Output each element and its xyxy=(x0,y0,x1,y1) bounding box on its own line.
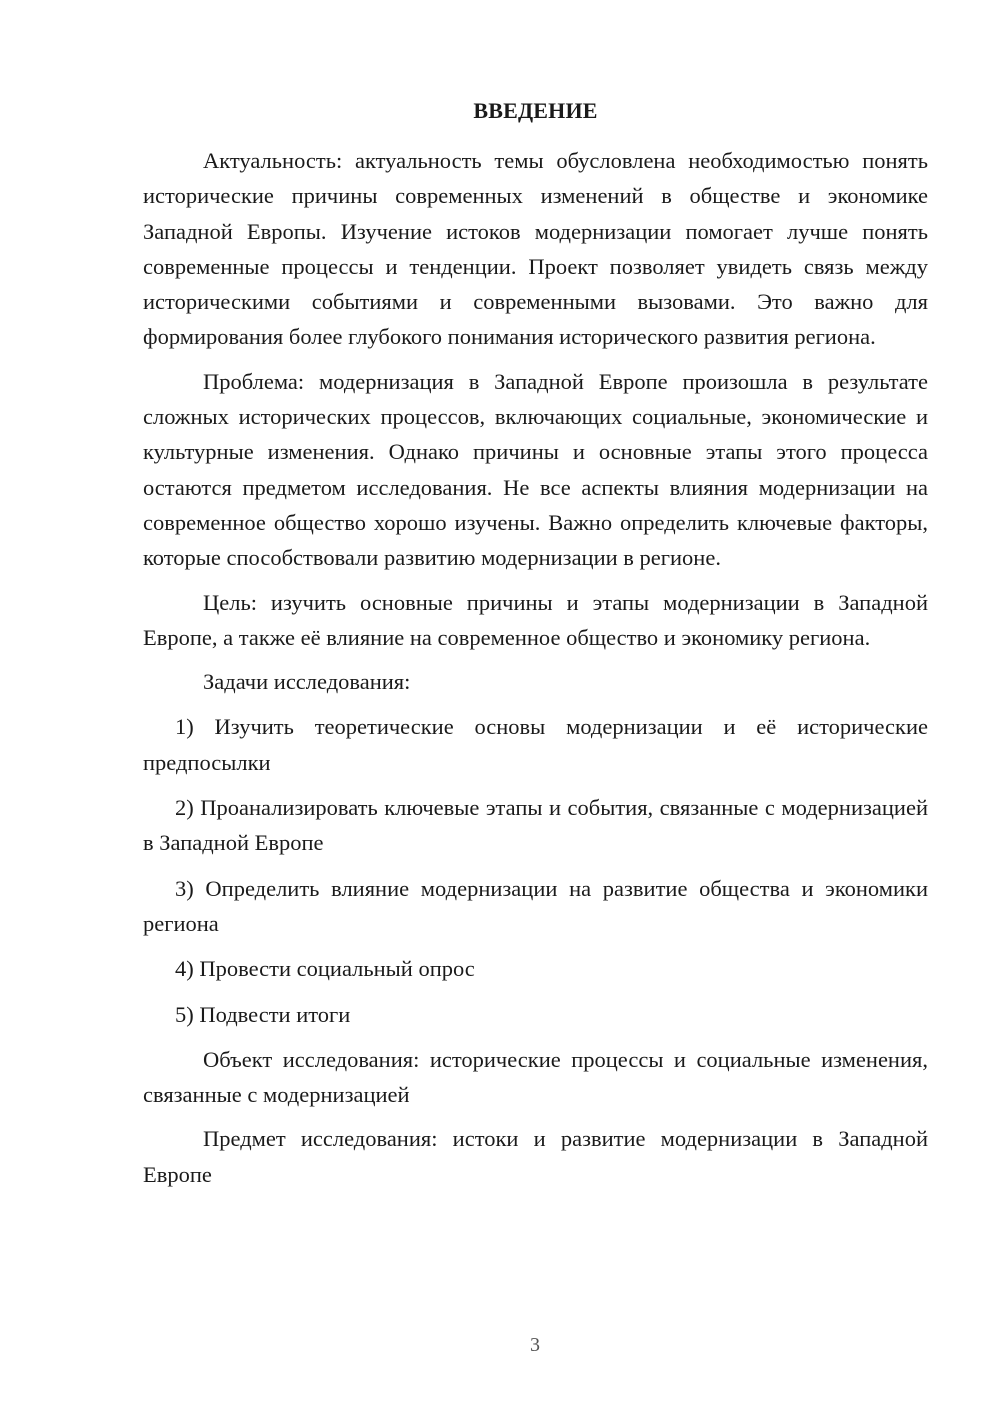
task-item: 5) Подвести итоги xyxy=(175,1001,351,1027)
object-paragraph: Объект исследования: исторические процессы и социальные изменения, связанные с модернизацией xyxy=(143,1046,928,1108)
relevance-paragraph: Актуальность: актуальность темы обусловлена необходимостью понять исторические причины современных изменений в обществе и экономике Западной Европы. Изучение истоков модернизации помогает лучше понять современные процессы и тенденции. Проект позволяет увидеть связь между историческими событиями и современными вызовами. Это важно для формирования более глубокого понимания исторического развития региона. xyxy=(143,148,928,350)
goal-paragraph: Цель: изучить основные причины и этапы модернизации в Западной Европе, а также её влияние на современное общество и экономику региона. xyxy=(143,589,928,650)
task-item: 1) Изучить теоретические основы модернизации и её исторические предпосылки xyxy=(143,714,928,775)
section-title: ВВЕДЕНИЕ xyxy=(473,98,598,123)
page-content xyxy=(143,96,928,1201)
task-item: 4) Провести социальный опрос xyxy=(175,956,475,982)
problem-paragraph: Проблема: модернизация в Западной Европе произошла в результате сложных исторических процессов, включающих социальные, экономические и культурные изменения. Однако причины и основные этапы этого процесса остаются предметом исследования. Не все аспекты влияния модернизации на современное общество хорошо изучены. Важно определить ключевые факторы, которые способствовали развитию модернизации в регионе. xyxy=(143,368,928,571)
task-item: 3) Определить влияние модернизации на развитие общества и экономики региона xyxy=(143,875,928,936)
tasks-heading: Задачи исследования: xyxy=(203,669,411,695)
task-item: 2) Проанализировать ключевые этапы и события, связанные с модернизацией в Западной Европе xyxy=(143,795,928,856)
tasks-list xyxy=(143,709,928,1031)
subject-paragraph: Предмет исследования: истоки и развитие модернизации в Западной Европе xyxy=(143,1126,928,1187)
page-number: 3 xyxy=(530,1334,540,1356)
